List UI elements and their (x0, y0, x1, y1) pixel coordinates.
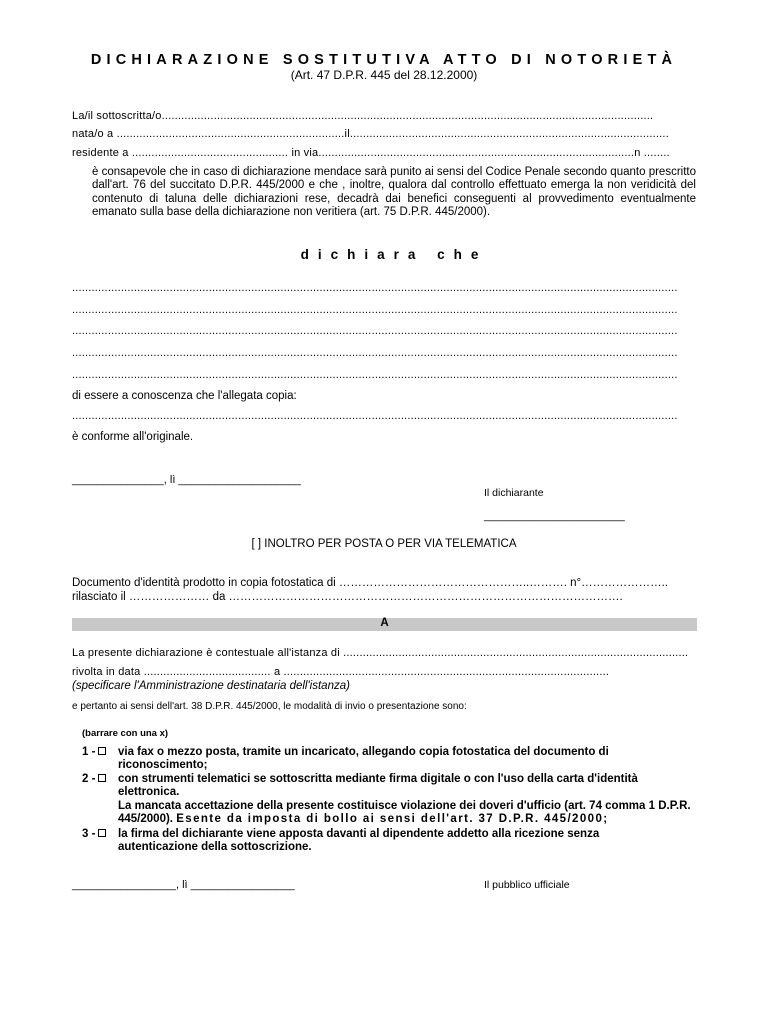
declaration-line[interactable]: .......................................................................................................................................................................................... (72, 347, 678, 359)
esente-text: Esente da imposta di bollo ai sensi dell'art. 37 D.P.R. 445/2000; (176, 813, 609, 826)
inoltro-option[interactable]: [ ] INOLTRO PER POSTA O PER VIA TELEMATICA (251, 538, 517, 550)
option-2[interactable]: 2 - (82, 773, 106, 785)
section-a-label: A (380, 617, 389, 629)
presente-field[interactable]: La presente dichiarazione è contestuale all'istanza di .......................................................................................................... (72, 647, 689, 659)
copia-label: di essere a conoscenza che l'allegata copia: (72, 390, 297, 402)
sottoscritto-label: La/il sottoscritta/o (72, 110, 162, 122)
checkbox-icon[interactable] (98, 829, 106, 837)
checkbox-icon[interactable] (98, 747, 106, 755)
nato-field[interactable]: nata/o a ......................................................................il.................................................................................................. (72, 128, 669, 140)
nato-label: nata/o a (72, 128, 114, 140)
rilasciato-field[interactable]: rilasciato il ………………… da …………………………………………………………………………………………. (72, 591, 623, 603)
specificare-note: (specificare l'Amministrazione destinataria dell'istanza) (72, 680, 350, 692)
conforme-label: è conforme all'originale. (72, 431, 194, 443)
rivolta-label: rivolta in data (72, 666, 141, 678)
consapevole-paragraph: è consapevole che in caso di dichiarazione mendace sarà punito ai sensi del Codice Penale secondo quanto prescritto dall'art. 76 del succitato D.P.R. 445/2000 e che , inoltre, qualora dal controllo effettuato emerga la non veridicità del contenuto di taluna delle dichiarazioni rese, decadrà dai benefici conseguenti al provvedimento eventualmente emanato sulla base della dichiarazione non veritiera (art. 75 D.P.R. 445/2000). (92, 166, 696, 219)
dichiarante-signature-line[interactable]: _______________________ (484, 510, 625, 522)
pertanto-text: e pertanto ai sensi dell'art. 38 D.P.R. 445/2000, le modalità di invio o presentazione sono: (72, 701, 467, 712)
barrare-label: (barrare con una x) (82, 728, 169, 739)
declaration-line[interactable]: .......................................................................................................................................................................................... (72, 325, 678, 337)
place-date-field-2[interactable]: _________________, lì _________________ (72, 879, 295, 891)
rivolta-field[interactable]: rivolta in data ....................................... a .................................................................................................... (72, 666, 610, 678)
option-2-text: con strumenti telematici se sottoscritta mediante firma digitale o con l'uso della carta d'identità elettronica. (118, 773, 638, 799)
option-3-text: la firma del dichiarante viene apposta davanti al dipendente addetto alla ricezione senza autenticazione della sottoscrizione. (118, 828, 600, 854)
residente-label: residente a (72, 147, 129, 159)
option-3[interactable]: 3 - (82, 828, 106, 840)
option-1-text: via fax o mezzo posta, tramite un incaricato, allegando copia fotostatica del documento di riconoscimento; (118, 746, 609, 772)
place-date-field[interactable]: _______________, lì ____________________ (72, 474, 301, 486)
residente-field[interactable]: residente a ................................................ in via.................................................................................................n ........ (72, 147, 670, 159)
dichiara-heading: dichiara che (300, 247, 488, 262)
via-label: in via (291, 147, 319, 159)
declaration-line[interactable]: .......................................................................................................................................................................................... (72, 282, 678, 294)
presente-label: La presente dichiarazione è contestuale all'istanza di (72, 647, 340, 659)
declaration-line[interactable]: .......................................................................................................................................................................................... (72, 369, 678, 381)
dichiarante-label: Il dichiarante (484, 487, 544, 499)
pubblico-ufficiale-label: Il pubblico ufficiale (484, 879, 570, 891)
documento-field[interactable]: Documento d'identità prodotto in copia fotostatica di …………………………………………..………. n°………………….. (72, 577, 669, 589)
option-1[interactable]: 1 - (82, 746, 106, 758)
declaration-line[interactable]: .......................................................................................................................................................................................... (72, 304, 678, 316)
document-title: DICHIARAZIONE SOSTITUTIVA ATTO DI NOTORIETÀ (90, 52, 678, 68)
checkbox-icon[interactable] (98, 774, 106, 782)
mancata-text: La mancata accettazione della presente costituisce violazione dei doveri d'ufficio (art. 74 comma 1 D.P.R. 445/2000). Esente da imposta di bollo ai sensi dell'art. 37 D.P.R. 445/2000; (118, 800, 691, 826)
il-label: il (344, 128, 350, 140)
a-label: a (273, 666, 281, 678)
n-label: n (634, 147, 641, 159)
sottoscritto-field[interactable] (72, 110, 697, 122)
document-subtitle: (Art. 47 D.P.R. 445 del 28.12.2000) (290, 68, 478, 82)
sottoscritto-dots: ....................................................................................................................................................... (161, 110, 654, 122)
section-a-bar (72, 618, 697, 631)
copia-line[interactable]: .......................................................................................................................................................................................... (72, 410, 678, 422)
